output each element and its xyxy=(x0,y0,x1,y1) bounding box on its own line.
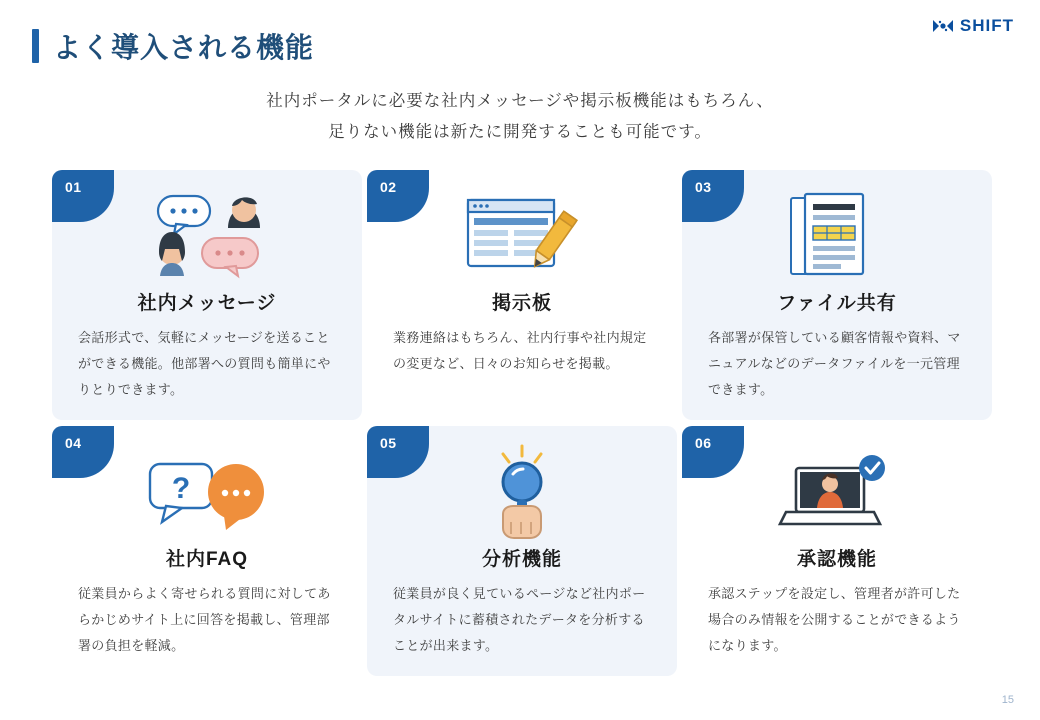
magnifier-analysis-icon xyxy=(367,444,677,540)
card-body: 承認ステップを設定し、管理者が許可した場合のみ情報を公開することができるようになります。 xyxy=(708,586,961,653)
card-number-badge: 03 xyxy=(682,170,744,222)
title-accent-bar xyxy=(32,29,39,63)
card-body: 会話形式で、気軽にメッセージを送ることができる機能。他部署への質問も簡単にやりとりできます。 xyxy=(78,330,331,397)
question-chat-icon xyxy=(52,444,362,540)
card-title: 社内FAQ xyxy=(165,549,249,570)
bulletin-board-pencil-icon xyxy=(367,188,677,284)
card-title: 承認機能 xyxy=(796,549,877,570)
card-title: 分析機能 xyxy=(481,549,562,570)
svg-text:?: ? xyxy=(171,472,191,505)
card-number-badge: 06 xyxy=(682,426,744,478)
card-title: 掲示板 xyxy=(491,293,552,314)
title-text: よく導入される機能 xyxy=(53,32,315,63)
card-body: 従業員からよく寄せられる質問に対してあらかじめサイト上に回答を掲載し、管理部署の負担を軽減。 xyxy=(78,586,331,653)
card-number-badge: 02 xyxy=(367,170,429,222)
feature-card xyxy=(682,426,992,676)
feature-card xyxy=(682,170,992,420)
shift-logo-icon xyxy=(932,18,954,34)
brand-logo xyxy=(932,16,1014,36)
chat-bubbles-people-icon xyxy=(52,188,362,284)
lead-line-1: 社内ポータルに必要な社内メッセージや掲示板機能はもちろん、 xyxy=(266,92,774,110)
card-number-badge: 04 xyxy=(52,426,114,478)
card-number-badge: 01 xyxy=(52,170,114,222)
card-body: 従業員が良く見ているページなど社内ポータルサイトに蓄積されたデータを分析することが出来ます。 xyxy=(393,586,646,653)
feature-card xyxy=(52,170,362,420)
card-body: 業務連絡はもちろん、社内行事や社内規定の変更など、日々のお知らせを掲載。 xyxy=(393,330,647,371)
card-title: 社内メッセージ xyxy=(137,293,277,314)
page-title xyxy=(32,26,314,66)
feature-card xyxy=(52,426,362,676)
brand-name: SHIFT xyxy=(959,16,1014,35)
lead-line-2: 足りない機能は新たに開発することも可能です。 xyxy=(328,122,712,141)
feature-card-grid xyxy=(52,170,992,678)
feature-card xyxy=(367,426,677,676)
laptop-approval-check-icon xyxy=(682,444,992,540)
card-number-badge: 05 xyxy=(367,426,429,478)
page-number: 15 xyxy=(1001,694,1014,706)
documents-file-icon xyxy=(682,188,992,284)
lead-paragraph xyxy=(0,86,1040,147)
card-title: ファイル共有 xyxy=(777,293,897,314)
card-body: 各部署が保管している顧客情報や資料、マニュアルなどのデータファイルを一元管理できます。 xyxy=(708,330,961,397)
feature-card xyxy=(367,170,677,420)
